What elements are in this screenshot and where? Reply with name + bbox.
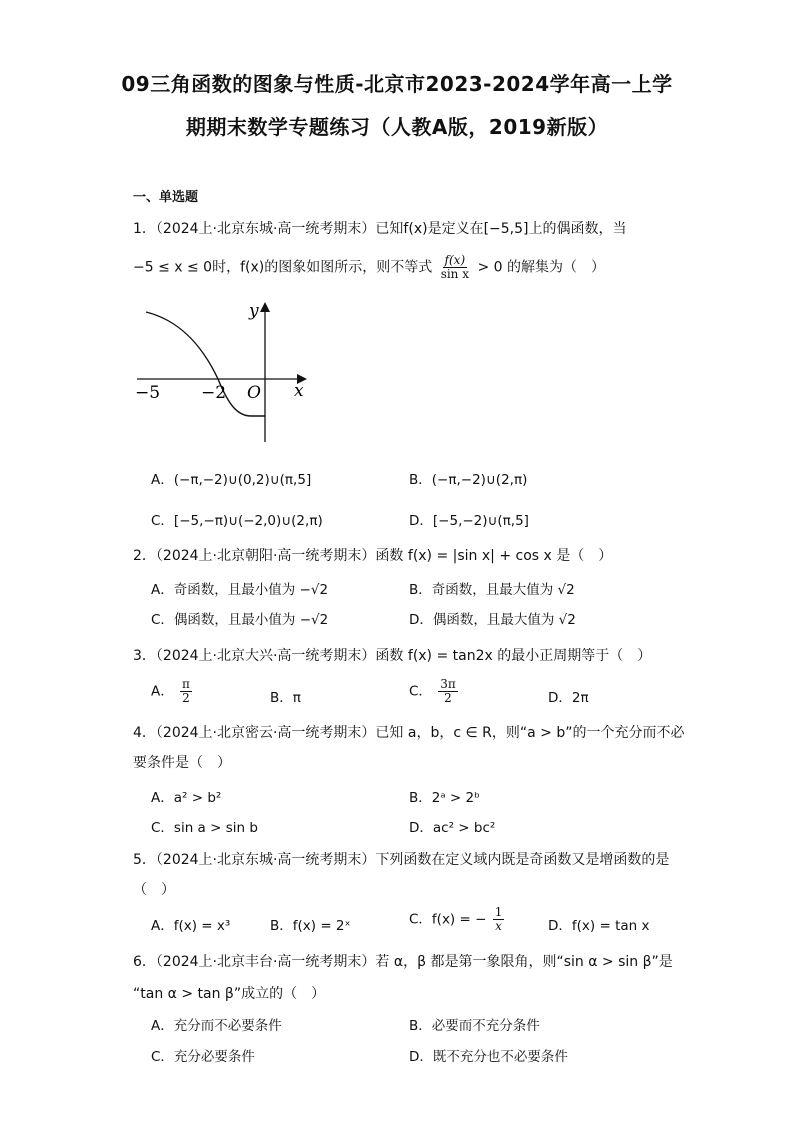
q1-option-d[interactable]: D．[−5,−2)∪(π,5] [409,513,529,529]
q6-stem-line2: “tan α > tan β”成立的（ ） [133,986,326,1002]
q5-option-a[interactable]: A．f(x) = x³ [151,918,231,934]
q1-function-graph [133,298,323,448]
q3-stem: 3．（2024上·北京大兴·高一统考期末）函数 f(x) = tan2x 的最小正周期等于（ ） [133,648,652,664]
q3-option-a-den: 2 [182,691,190,706]
q3-option-d[interactable]: D．2π [548,690,589,706]
q5-stem-line1: 5．（2024上·北京东城·高一统考期末）下列函数在定义域内既是奇函数又是增函数的是 [133,852,670,868]
q3-option-c-fraction [438,678,458,705]
doc-title-line1: 09三角函数的图象与性质-北京市2023-2024学年高一上学 [121,72,673,96]
q3-option-c-den: 2 [444,691,452,706]
q4-option-c[interactable]: C．sin a > sin b [151,820,258,836]
q1-stem-text-b: > 0 的解集为（ ） [477,259,605,276]
q6-option-c[interactable]: C．充分必要条件 [151,1049,255,1065]
q5-stem-line2: （ ） [133,882,175,898]
origin-label: O [247,383,261,403]
y-axis-label: y [249,301,259,321]
q5-option-c-fraction [493,906,505,933]
q5-option-c-den: x [495,919,502,934]
q1-fraction-numerator: f(x) [444,253,466,267]
q2-option-a[interactable]: A．奇函数，且最小值为 −√2 [151,582,329,598]
q3-option-a-num: π [182,677,190,691]
q2-stem: 2．（2024上·北京朝阳·高一统考期末）函数 f(x) = |sin x| + cos x 是（ ） [133,548,613,564]
q4-option-b[interactable]: B．2ᵃ > 2ᵇ [409,790,480,806]
q3-option-a-fraction [180,678,192,705]
q2-option-d[interactable]: D．偶函数，且最大值为 √2 [409,612,576,628]
q6-option-b[interactable]: B．必要而不充分条件 [409,1018,540,1034]
q3-option-c[interactable] [409,678,460,705]
q6-option-a[interactable]: A．充分而不必要条件 [151,1018,282,1034]
q4-option-a[interactable]: A．a² > b² [151,790,222,806]
q5-option-d[interactable]: D．f(x) = tan x [548,918,650,934]
q1-stem-line1: 1．（2024上·北京东城·高一统考期末）已知f(x)是定义在[−5,5]上的偶函数，当 [133,221,627,237]
section-heading: 一、单选题 [133,190,199,205]
q1-inequality-fraction [439,254,471,281]
q4-stem-line1: 4．（2024上·北京密云·高一统考期末）已知 a，b，c ∈ R，则“a > b”的一个充分而不必 [133,725,685,741]
q1-option-c[interactable]: C．[−5,−π)∪(−2,0)∪(2,π) [151,513,323,529]
q1-stem-line2 [133,254,605,281]
q3-option-c-num: 3π [440,677,456,691]
q5-option-c-num: 1 [494,905,503,919]
q6-stem-line1: 6．（2024上·北京丰台·高一统考期末）若 α，β 都是第一象限角，则“sin α > sin β”是 [133,954,673,970]
q2-option-b[interactable]: B．奇函数，且最大值为 √2 [409,582,575,598]
x-axis-label: x [294,381,304,401]
q6-option-d[interactable]: D．既不充分也不必要条件 [409,1049,568,1065]
q3-option-a-label: A． [151,683,174,700]
q2-option-c[interactable]: C．偶函数，且最小值为 −√2 [151,612,329,628]
q1-option-b[interactable]: B．(−π,−2)∪(2,π) [409,472,528,488]
tick-label-neg2: −2 [201,383,227,403]
q3-option-b[interactable]: B．π [270,690,301,706]
q5-option-b[interactable]: B．f(x) = 2ˣ [270,918,351,934]
q1-fraction-denominator: sin x [440,267,469,282]
doc-title-line2: 期期末数学专题练习（人教A版，2019新版） [185,115,609,139]
q5-option-c-label: C．f(x) = − [409,911,487,928]
tick-label-neg5: −5 [135,383,161,403]
q4-stem-line2: 要条件是（ ） [133,755,231,771]
q3-option-a[interactable] [151,678,194,705]
q4-option-d[interactable]: D．ac² > bc² [409,820,496,836]
q1-option-a[interactable]: A．(−π,−2)∪(0,2)∪(π,5] [151,472,312,488]
q3-option-c-label: C． [409,683,432,700]
q5-option-c[interactable] [409,906,506,933]
q1-stem-text-a: −5 ≤ x ≤ 0时，f(x)的图象如图所示，则不等式 [133,259,433,276]
